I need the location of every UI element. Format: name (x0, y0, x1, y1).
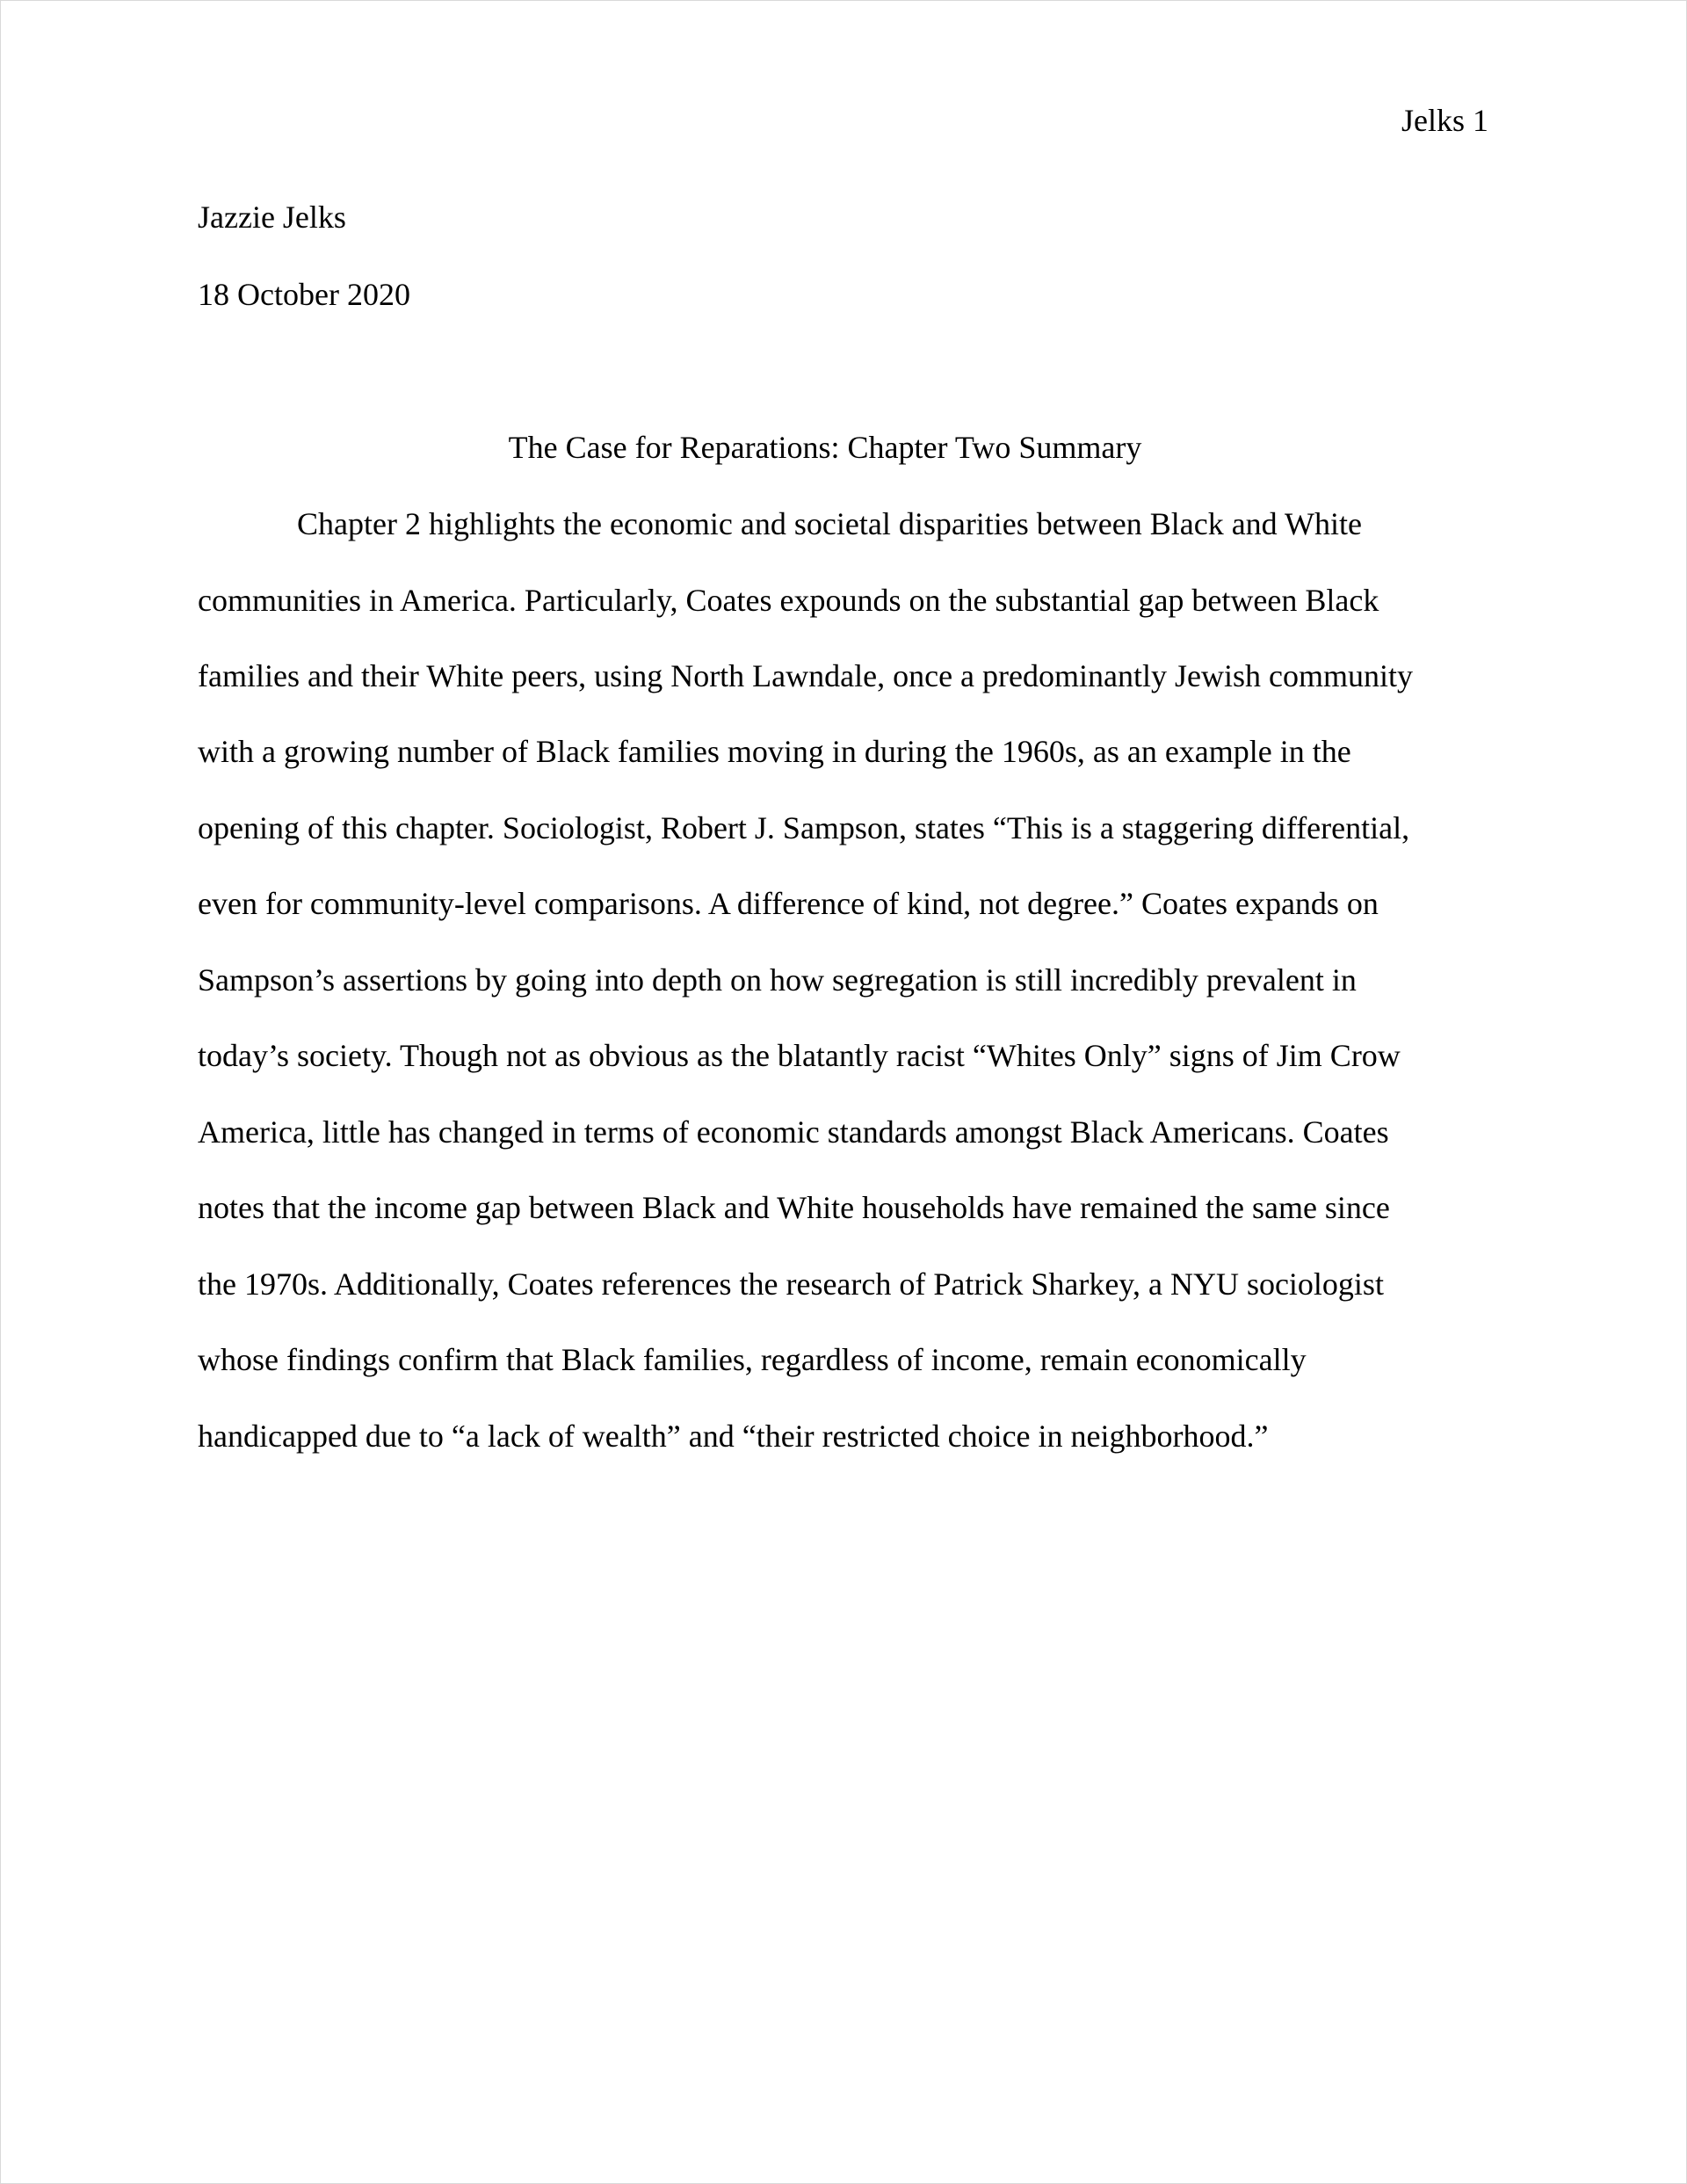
body-line: America, little has changed in terms of economic standards amongst Black Americans. Coates (198, 1114, 1389, 1150)
body-line: Chapter 2 highlights the economic and societal disparities between Black and White (297, 506, 1362, 541)
body-line: notes that the income gap between Black and White households have remained the same since (198, 1190, 1390, 1225)
body-line: handicapped due to “a lack of wealth” and “their restricted choice in neighborhood.” (198, 1419, 1269, 1454)
body-line: whose findings confirm that Black families, regardless of income, remain economically (198, 1342, 1307, 1377)
body-line: the 1970s. Additionally, Coates references the research of Patrick Sharkey, a NYU sociologist (198, 1266, 1384, 1302)
document-title: The Case for Reparations: Chapter Two Summary (508, 430, 1142, 465)
body-line: with a growing number of Black families moving in during the 1960s, as an example in the (198, 734, 1351, 769)
body-line: even for community-level comparisons. A difference of kind, not degree.” Coates expands on (198, 886, 1379, 921)
body-line: families and their White peers, using North Lawndale, once a predominantly Jewish community (198, 658, 1413, 693)
author-name: Jazzie Jelks (198, 200, 346, 235)
body-line: opening of this chapter. Sociologist, Robert J. Sampson, states “This is a staggering differential, (198, 810, 1410, 845)
document-date: 18 October 2020 (198, 277, 410, 312)
body-line: communities in America. Particularly, Coates expounds on the substantial gap between Black (198, 583, 1379, 618)
body-line: today’s society. Though not as obvious as the blatantly racist “Whites Only” signs of Jim Crow (198, 1038, 1401, 1073)
body-line: Sampson’s assertions by going into depth on how segregation is still incredibly prevalent in (198, 962, 1357, 998)
running-head: Jelks 1 (1401, 103, 1488, 138)
